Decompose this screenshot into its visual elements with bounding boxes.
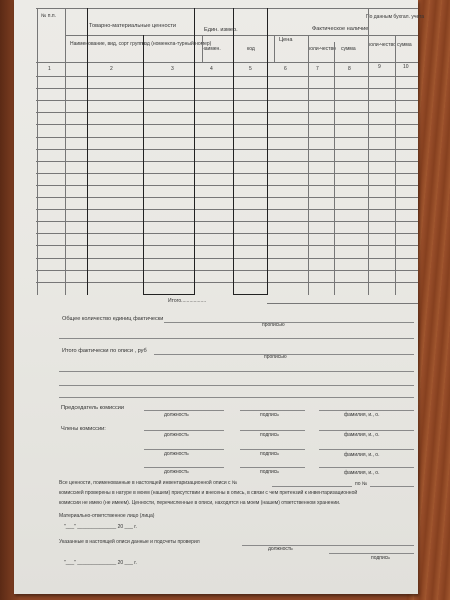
member-position-line — [144, 430, 224, 431]
total-box-bottom — [233, 294, 268, 295]
colnum-4: 4 — [210, 66, 213, 72]
member-signature-line — [240, 467, 305, 468]
table-row — [36, 88, 418, 89]
col-line — [274, 35, 275, 62]
col-line — [65, 8, 66, 295]
header-unit: Един. измер. — [204, 27, 238, 33]
table-row — [36, 270, 418, 271]
colnum-10: 10 — [403, 64, 409, 70]
total-units-label: Общее количество единиц фактически — [62, 316, 164, 322]
colnum-7: 7 — [316, 66, 319, 72]
table-row — [36, 100, 418, 101]
table-row — [36, 149, 418, 150]
chairman-name-caption: фамилия, и., о. — [344, 412, 380, 418]
header-books-sum: сумма — [397, 42, 412, 48]
checked-signature-caption: подпись — [371, 555, 390, 561]
total-line — [267, 303, 418, 304]
statement-line-3: комиссии не имею (не имеем). Ценности, перечисленные в описи, находятся на моем (нашем) ответственном хранении. — [59, 500, 341, 506]
table-row — [36, 245, 418, 246]
col-line — [395, 35, 396, 295]
member-2-name: фамилия, и., о. — [344, 452, 380, 458]
col-line-thick — [267, 8, 268, 295]
header-price: Цена — [279, 37, 293, 43]
header-books: По данным бухгал. учета — [366, 14, 425, 20]
total-box-bottom — [143, 294, 195, 295]
colnum-2: 2 — [110, 66, 113, 72]
header-tmc-code: код (номенкла-турный номер) — [142, 41, 212, 47]
col-line-thick — [87, 8, 88, 295]
member-1-position: должность — [164, 432, 189, 438]
member-2-signature: подпись — [260, 451, 279, 457]
col-line — [37, 8, 38, 295]
checked-position-caption: должность — [268, 546, 293, 552]
header-unit-code: код — [247, 46, 255, 52]
blank-line — [59, 371, 414, 372]
table-row — [36, 209, 418, 210]
table-row — [36, 137, 418, 138]
member-2-position: должность — [164, 451, 189, 457]
chairman-signature-line — [240, 410, 305, 411]
in-words-1: прописью — [262, 322, 285, 328]
table-row — [36, 112, 418, 113]
table-row — [36, 258, 418, 259]
chairman-position-caption: должность — [164, 412, 189, 418]
table-row — [36, 197, 418, 198]
total-label: Итого.................. — [168, 298, 207, 304]
header-num: № п.п. — [41, 13, 56, 19]
statement-from-line — [272, 486, 352, 487]
header-divider — [65, 35, 418, 36]
member-1-name: фамилия, и., о. — [344, 432, 380, 438]
col-line — [334, 42, 335, 295]
colnum-5: 5 — [249, 66, 252, 72]
table-row — [36, 233, 418, 234]
member-3-name: фамилия, и., о. — [344, 470, 380, 476]
col-line-thick — [143, 76, 144, 294]
member-3-signature: подпись — [260, 469, 279, 475]
total-units-line — [164, 322, 414, 323]
table-row — [36, 185, 418, 186]
col-line-thick — [194, 8, 195, 295]
header-bottom — [36, 62, 418, 63]
header-books-qty: коли-чество — [368, 42, 396, 48]
chairman-position-line — [144, 410, 224, 411]
col-line — [368, 8, 369, 295]
col-line — [202, 35, 203, 62]
colnum-8: 8 — [348, 66, 351, 72]
colnum-1: 1 — [48, 66, 51, 72]
header-unit-name: наимен. — [202, 46, 221, 52]
date-line-1: "___" ______________ 20 ___ г. — [64, 524, 137, 530]
statement-to-label: по № — [355, 481, 368, 487]
member-signature-line — [240, 430, 305, 431]
chairman-name-line — [319, 410, 414, 411]
header-tmc-name: Наименование, вид, сорт группа — [70, 41, 146, 47]
colnum-6: 6 — [284, 66, 287, 72]
member-name-line — [319, 430, 414, 431]
member-signature-line — [240, 449, 305, 450]
table-row — [36, 161, 418, 162]
table-row — [36, 221, 418, 222]
chairman-signature-caption: подпись — [260, 412, 279, 418]
date-line-2: "___" ______________ 20 ___ г. — [64, 560, 137, 566]
member-1-signature: подпись — [260, 432, 279, 438]
header-actual: Фактическое наличие — [312, 26, 369, 32]
table-row — [36, 173, 418, 174]
table-row — [36, 124, 418, 125]
members-label: Члены комиссии: — [61, 426, 106, 432]
total-actual-label: Итого фактически по описи , руб — [62, 348, 147, 354]
col-line-thick — [233, 8, 234, 295]
blank-line — [59, 385, 414, 386]
member-name-line — [319, 467, 414, 468]
colnum-9: 9 — [378, 64, 381, 70]
member-position-line — [144, 449, 224, 450]
statement-to-line — [370, 486, 414, 487]
in-words-2: прописью — [264, 354, 287, 360]
member-name-line — [319, 449, 414, 450]
header-actual-qty: коли-чество — [308, 46, 336, 52]
inventory-form-sheet — [14, 0, 425, 594]
colnum-bottom — [36, 76, 418, 77]
member-3-position: должность — [164, 469, 189, 475]
table-row — [36, 282, 418, 283]
header-actual-sum: сумма — [341, 46, 356, 52]
blank-line — [59, 338, 414, 339]
statement-line-1: Все ценности, поименованные в настоящей инвентаризационной описи с № — [59, 480, 238, 486]
colnum-3: 3 — [171, 66, 174, 72]
blank-line — [59, 397, 414, 398]
table-top-border — [36, 8, 418, 9]
statement-line-2: комиссией проверены в натуре в моем (нашем) присутствии и внесены в опись, в связи с чем претензий к инвентаризационной — [59, 490, 358, 496]
chairman-label: Председатель комиссии — [61, 405, 125, 411]
member-position-line — [144, 467, 224, 468]
checked-label: Указанные в настоящей описи данные и подсчеты проверил — [59, 539, 200, 545]
col-line — [308, 35, 309, 295]
responsible-label: Материально-ответственное лицо (лица) — [59, 513, 155, 519]
header-tmc: Товарно-материальные ценности — [89, 23, 177, 29]
checked-signature-line — [329, 553, 414, 554]
